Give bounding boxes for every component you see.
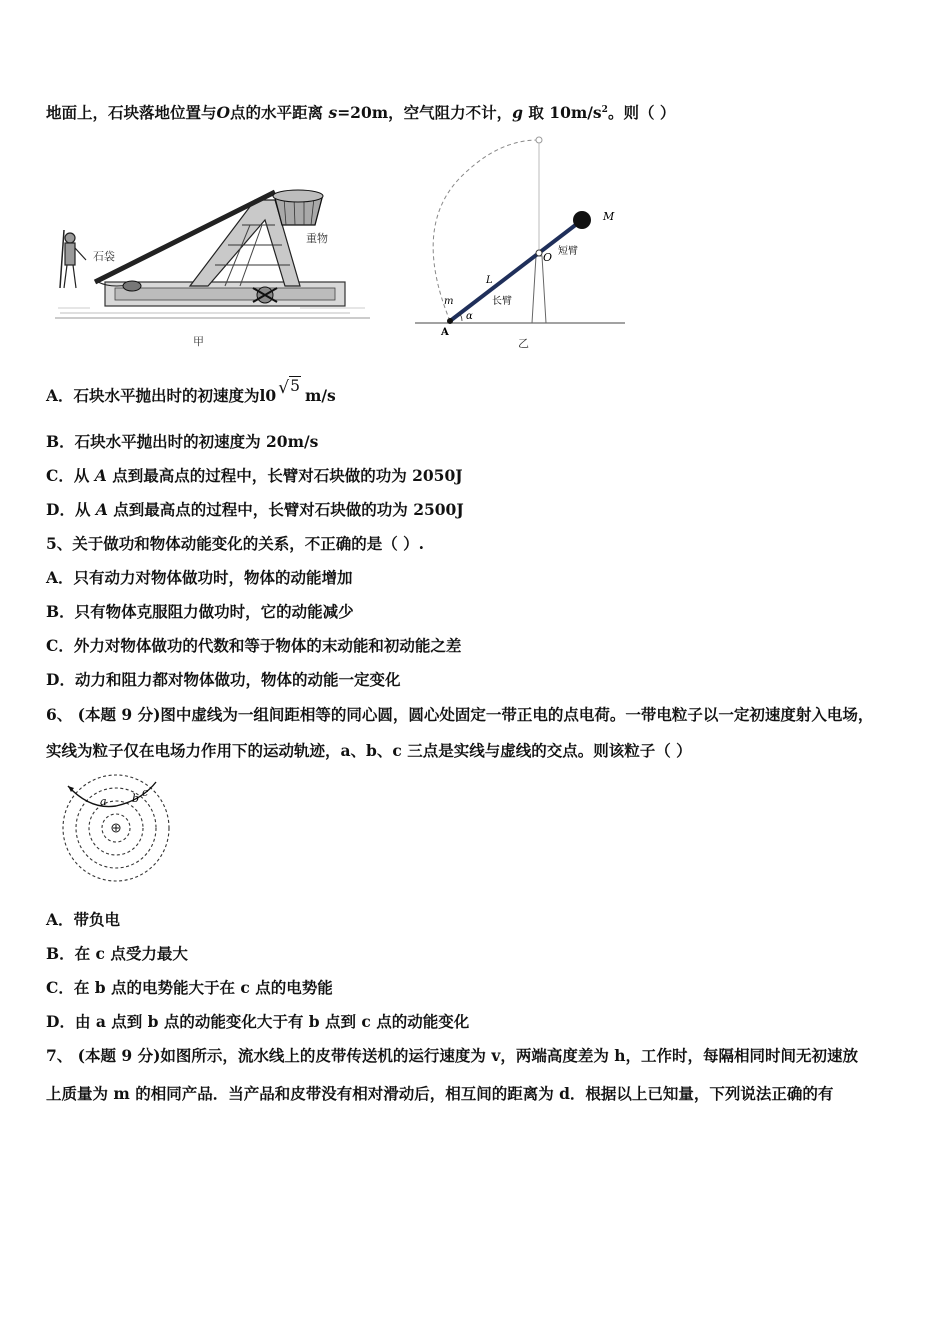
q5-option-c: C．外力对物体做功的代数和等于物体的末动能和初动能之差 — [46, 636, 462, 655]
q7-stem-line-2: 上质量为 m 的相同产品．当产品和皮带没有相对滑动后，相互间的距离为 d．根据以上已知量，下列说法正确的有 — [46, 1084, 834, 1103]
label-stone-bag: 石袋 — [93, 250, 115, 263]
label-long-arm: 长臂 — [492, 296, 512, 307]
q6-option-d: D．由 a 点到 b 点的动能变化大于有 b 点到 c 点的动能变化 — [46, 1012, 470, 1031]
label-alpha: α — [466, 311, 473, 322]
q5-stem: 5、关于做功和物体动能变化的关系，不正确的是（ ）. — [46, 534, 425, 553]
figure-lever-diagram — [410, 128, 640, 353]
q4-option-c: C．从 A 点到最高点的过程中，长臂对石块做的功为 2050J — [46, 466, 463, 485]
q7-stem-line-1: 7、 (本题 9 分)如图所示，流水线上的皮带传送机的运行速度为 v，两端高度差为 h，工作时，每隔相同时间无初速放 — [46, 1046, 858, 1065]
lever-diagram — [410, 128, 640, 353]
q4-option-b: B．石块水平抛出时的初速度为 20m/s — [46, 432, 319, 451]
label-b: b — [132, 792, 140, 805]
label-O: O — [543, 251, 553, 264]
label-M: M — [603, 210, 615, 223]
label-a: a — [100, 795, 107, 808]
q5-option-b: B．只有物体克服阻力做功时，它的动能减少 — [46, 602, 354, 621]
label-A: A — [441, 327, 449, 338]
label-short-arm: 短臂 — [558, 246, 578, 257]
label-c: c — [142, 786, 149, 799]
label-m: m — [444, 296, 454, 307]
figure-trebuchet — [50, 170, 375, 330]
label-L: L — [486, 275, 493, 286]
figure-jia-caption: 甲 — [193, 335, 204, 348]
q4-option-d: D．从 A 点到最高点的过程中，长臂对石块做的功为 2500J — [46, 500, 464, 519]
concentric-circles-diagram — [50, 768, 190, 890]
figure-concentric-field — [50, 768, 190, 890]
q4-option-a: A．石块水平抛出时的初速度为l0 √5 m/s — [46, 377, 336, 405]
q5-option-a: A．只有动力对物体做功时，物体的动能增加 — [46, 568, 353, 587]
q5-option-d: D．动力和阻力都对物体做功，物体的动能一定变化 — [46, 670, 401, 689]
question-4-stem-tail: 地面上，石块落地位置与O点的水平距离 s=20m，空气阻力不计，g 取 $10m/s^2$。则（ ） — [46, 103, 676, 122]
q6-stem-line-1: 6、 (本题 9 分)图中虚线为一组间距相等的同心圆，圆心处固定一带正电的点电荷。一带电粒子以一定初速度射入电场， — [46, 705, 874, 724]
q6-option-a: A．带负电 — [46, 910, 121, 929]
label-weight: 重物 — [306, 232, 328, 245]
q6-option-c: C．在 b 点的电势能大于在 c 点的电势能 — [46, 978, 333, 997]
figure-yi-caption: 乙 — [518, 337, 529, 350]
q6-option-b: B．在 c 点受力最大 — [46, 944, 188, 963]
q6-stem-line-2: 实线为粒子仅在电场力作用下的运动轨迹，a、b、c 三点是实线与虚线的交点。则该粒子（ ） — [46, 741, 692, 760]
sqrt-expression: √5 — [278, 377, 300, 398]
